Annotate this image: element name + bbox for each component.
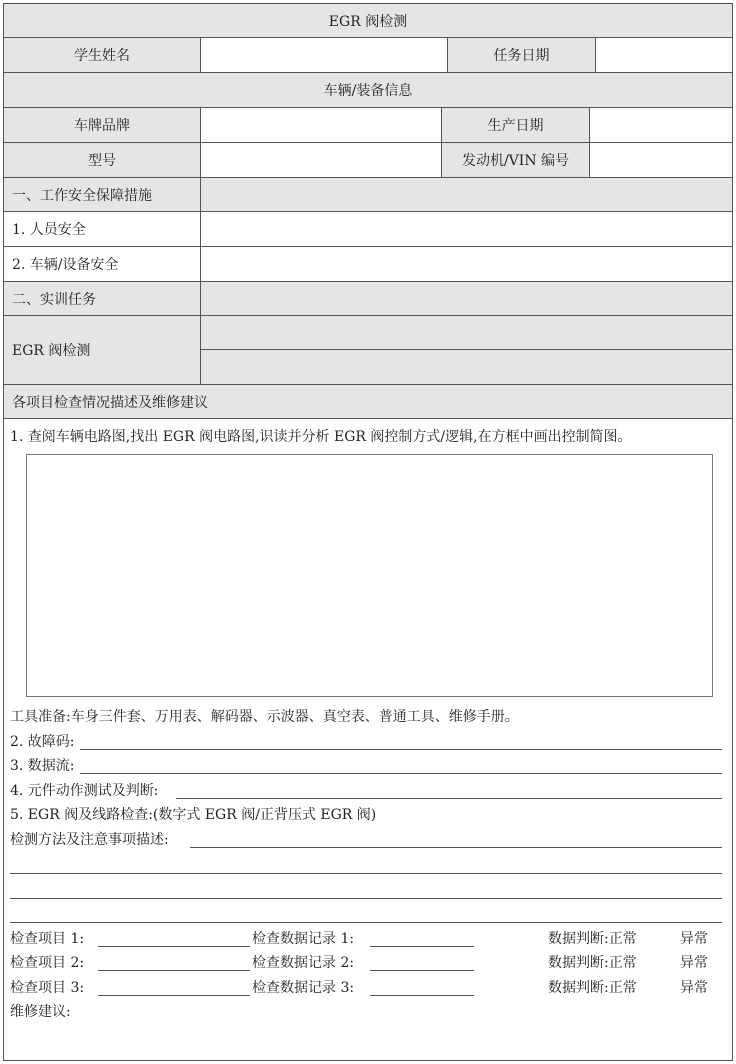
check-judge-1-normal[interactable]: 数据判断:正常 bbox=[548, 931, 637, 947]
check-judge-3-normal[interactable]: 数据判断:正常 bbox=[548, 980, 637, 996]
check-item-3-label: 检查项目 3: bbox=[10, 980, 85, 996]
plate-brand-row bbox=[4, 108, 732, 143]
task-date-field[interactable] bbox=[596, 38, 732, 72]
vehicle-safety-label: 2. 车辆/设备安全 bbox=[4, 247, 201, 281]
check-record-1-label: 检查数据记录 1: bbox=[252, 931, 355, 947]
model-label: 型号 bbox=[4, 143, 201, 177]
vehicle-safety-field[interactable] bbox=[201, 247, 732, 281]
check-item-3-line[interactable] bbox=[98, 995, 250, 996]
student-row bbox=[4, 38, 732, 73]
engine-vin-label: 发动机/VIN 编号 bbox=[442, 143, 590, 177]
data-stream-line[interactable] bbox=[80, 773, 722, 774]
task-date-label: 任务日期 bbox=[448, 38, 596, 72]
data-stream-label: 3. 数据流: bbox=[10, 758, 75, 774]
method-notes-line-3[interactable] bbox=[10, 898, 722, 899]
vehicle-safety-row bbox=[4, 247, 732, 282]
egr-inspection-form bbox=[3, 3, 733, 1061]
tools-prep: 工具准备:车身三件套、万用表、解码器、示波器、真空表、普通工具、维修手册。 bbox=[10, 709, 519, 725]
check-record-1-line[interactable] bbox=[370, 946, 474, 947]
personal-safety-label: 1. 人员安全 bbox=[4, 212, 201, 246]
diagram-drawing-box[interactable] bbox=[26, 454, 713, 697]
check-record-2-label: 检查数据记录 2: bbox=[252, 955, 355, 971]
model-field[interactable] bbox=[201, 143, 442, 177]
check-judge-1-abnormal[interactable]: 异常 bbox=[680, 931, 708, 947]
repair-advice-label: 维修建议: bbox=[10, 1004, 71, 1020]
fault-code-line[interactable] bbox=[80, 749, 722, 750]
check-judge-3-abnormal[interactable]: 异常 bbox=[680, 980, 708, 996]
check-item-1-line[interactable] bbox=[98, 946, 250, 947]
check-item-2-line[interactable] bbox=[98, 970, 250, 971]
method-notes-line-4[interactable] bbox=[10, 922, 722, 923]
actuation-test-label: 4. 元件动作测试及判断: bbox=[10, 783, 159, 799]
repair-advice-field[interactable] bbox=[84, 1002, 724, 1054]
inspection-heading: 各项目检查情况描述及维修建议 bbox=[12, 394, 208, 411]
student-name-label: 学生姓名 bbox=[4, 38, 201, 72]
training-task-label: EGR 阀检测 bbox=[4, 316, 201, 384]
check-item-2-label: 检查项目 2: bbox=[10, 955, 85, 971]
form-title-row bbox=[4, 4, 732, 38]
egr-circuit-check: 5. EGR 阀及线路检查:(数字式 EGR 阀/正背压式 EGR 阀) bbox=[10, 807, 377, 823]
training-heading: 二、实训任务 bbox=[4, 282, 201, 315]
personal-safety-field[interactable] bbox=[201, 212, 732, 246]
check-item-1-label: 检查项目 1: bbox=[10, 931, 85, 947]
engine-vin-field[interactable] bbox=[590, 143, 732, 177]
plate-brand-label: 车牌品牌 bbox=[4, 108, 201, 142]
fault-code-label: 2. 故障码: bbox=[10, 734, 75, 750]
inspection-heading-row bbox=[4, 385, 732, 419]
method-notes-label: 检测方法及注意事项描述: bbox=[10, 832, 169, 848]
step1-instruction: 1. 查阅车辆电路图,找出 EGR 阀电路图,识读并分析 EGR 阀控制方式/逻辑,在方框中画出控制简图。 bbox=[10, 429, 632, 445]
training-task-field-2[interactable] bbox=[201, 350, 732, 385]
training-heading-row bbox=[4, 282, 732, 316]
plate-brand-field[interactable] bbox=[201, 108, 442, 142]
production-date-field[interactable] bbox=[590, 108, 732, 142]
method-notes-line-2[interactable] bbox=[10, 873, 722, 874]
check-record-3-line[interactable] bbox=[370, 995, 474, 996]
vehicle-info-header-row bbox=[4, 73, 732, 108]
production-date-label: 生产日期 bbox=[442, 108, 590, 142]
personal-safety-row bbox=[4, 212, 732, 247]
vehicle-info-header: 车辆/装备信息 bbox=[323, 83, 413, 99]
form-title: EGR 阀检测 bbox=[328, 13, 408, 30]
check-record-3-label: 检查数据记录 3: bbox=[252, 980, 355, 996]
check-record-2-line[interactable] bbox=[370, 970, 474, 971]
student-name-field[interactable] bbox=[201, 38, 448, 72]
training-task-row bbox=[4, 316, 732, 385]
safety-heading-row bbox=[4, 178, 732, 212]
check-judge-2-normal[interactable]: 数据判断:正常 bbox=[548, 955, 637, 971]
model-row bbox=[4, 143, 732, 178]
check-judge-2-abnormal[interactable]: 异常 bbox=[680, 955, 708, 971]
method-notes-line-1[interactable] bbox=[190, 847, 722, 848]
actuation-test-line[interactable] bbox=[176, 798, 722, 799]
safety-heading: 一、工作安全保障措施 bbox=[4, 178, 201, 211]
training-task-field-1[interactable] bbox=[201, 316, 732, 350]
